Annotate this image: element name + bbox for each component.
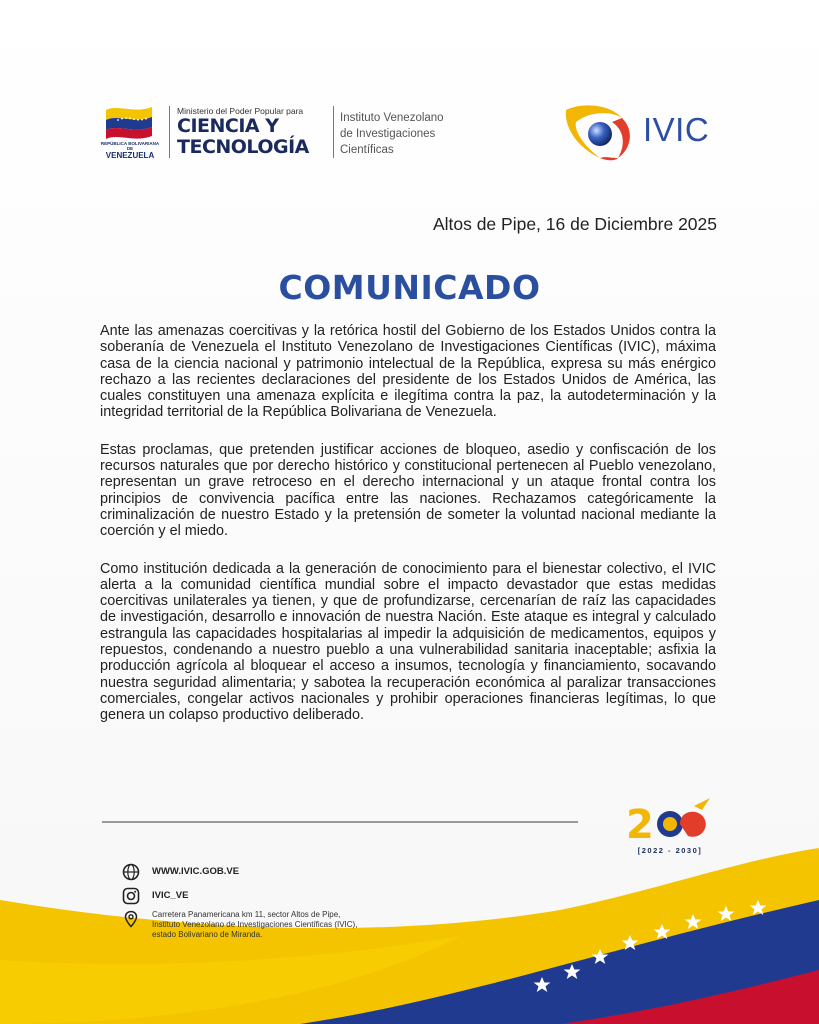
header-divider <box>169 106 170 158</box>
star-icon <box>750 900 767 915</box>
star-icon <box>622 935 639 950</box>
star-icon <box>685 914 702 929</box>
body-paragraph: Ante las amenazas coercitivas y la retórica hostil del Gobierno de los Estados Unidos contra la soberanía de Venezuela el Instituto Venezolano de Investigaciones Científicas (IVIC), máxima casa de la ciencia nacional y patrimonio intelectual de la República, expresa su más enérgico rechazo a las recientes declaraciones del presidente de los Estados Unidos de América, las cuales constituyen una amenaza explícita e ilegítima contra la paz, la autodeterminación y la integridad territorial de la República Bolivariana de Venezuela. <box>100 323 716 421</box>
instagram-handle[interactable]: IVIC_VE <box>152 890 189 901</box>
institute-name-line: Instituto Venezolano <box>340 112 444 124</box>
venezuela-emblem <box>100 104 160 160</box>
ministry-logo <box>177 106 309 158</box>
flag-caption-small: REPÚBLICA BOLIVARIANA DE <box>100 141 160 151</box>
ministry-name-line1: CIENCIA Y <box>177 115 279 137</box>
address-contact <box>122 910 362 940</box>
document-date: Altos de Pipe, 16 de Diciembre 2025 <box>432 214 717 234</box>
stars-decoration <box>520 890 780 1000</box>
instagram-icon <box>122 887 140 905</box>
instagram-contact[interactable] <box>122 887 188 905</box>
document-title: COMUNICADO <box>278 268 541 307</box>
institute-name-line: Científicas <box>340 144 394 156</box>
website-link[interactable]: WWW.IVIC.GOB.VE <box>152 866 240 877</box>
star-icon <box>654 924 671 939</box>
star-icon <box>564 964 581 979</box>
website-contact[interactable] <box>122 863 239 881</box>
ministry-name-line2: TECNOLOGÍA <box>177 136 309 158</box>
header-divider <box>333 106 334 158</box>
institute-name <box>340 110 444 158</box>
star-icon <box>534 977 551 992</box>
institute-name-line: de Investigaciones <box>340 128 436 140</box>
svg-text:2: 2 <box>626 802 654 848</box>
venezuela-flag-icon <box>104 104 154 140</box>
document-body <box>100 323 716 745</box>
footer-divider <box>102 821 578 823</box>
star-icon <box>592 949 609 964</box>
globe-icon <box>122 863 140 881</box>
body-paragraph: Estas proclamas, que pretenden justificar acciones de bloqueo, asedio y confiscación de los recursos naturales que por derecho histórico y constitucional pertenecen al Pueblo venezolano, representan un grave retroceso en el derecho internacional y un ataque frontal contra los principios de convivencia pacífica entre las naciones. Rechazamos categóricamente la criminalización de nuestro Estado y la pretensión de someter la voluntad nacional mediante la coerción y el miedo. <box>100 441 716 540</box>
ivic-logo-text: IVIC <box>643 111 710 148</box>
ministry-prefix: Ministerio del Poder Popular para <box>177 106 304 116</box>
body-paragraph: Como institución dedicada a la generación de conocimiento para el bienestar colectivo, el IVIC alerta a la comunidad científica mundial sobre el impacto devastador que estas medidas coercitivas unilaterales ya tienen, y que de profundizarse, cercenarían de raíz las capacidades de investigación, desarrollo e innovación de nuestra Nación. Este ataque es integral y calculado estrangula las capacidades hospitalarias al impedir la adquisición de medicamentos, equipos y repuestos, condenando a nuestro pueblo a una vulnerabilidad sanitaria inaceptable; asfixia la producción agrícola al bloquear el acceso a insumos, tecnología y financiamiento, socavando nuestra seguridad alimentaria; y sabotea la recuperación económica al paralizar transacciones comerciales, congelar activos nacionales y prohibir operaciones financieras legítimas, lo que genera un colapso productivo deliberado. <box>100 560 716 724</box>
address-text: Carretera Panamericana km 11, sector Altos de Pipe, Instituto Venezolano de Investigaciones Científicas (IVIC), estado Bolivariano de Miranda. <box>152 910 358 939</box>
star-icon <box>718 906 735 921</box>
bicentennial-range: [2022 - 2030] <box>637 846 703 855</box>
flag-caption-country: VENEZUELA <box>105 151 155 160</box>
location-pin-icon <box>122 910 140 928</box>
